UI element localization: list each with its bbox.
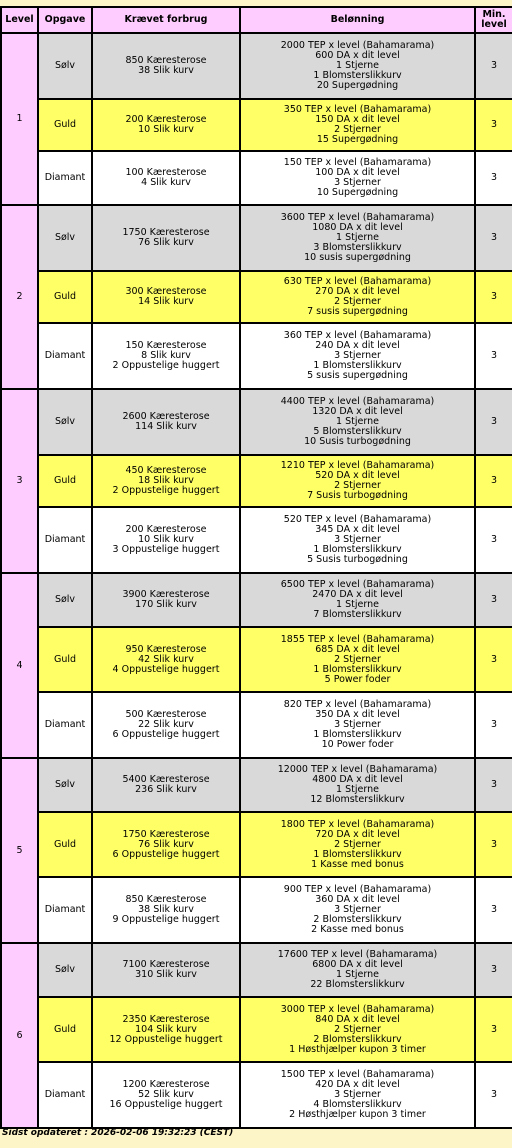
table-row [1, 573, 512, 627]
opgave-cell: Diamant [38, 323, 92, 389]
belonning-line: 1 Blomsterslikkurv [313, 663, 402, 675]
belonning-cell [240, 507, 475, 573]
belonning-line: 1320 DA x dit level [312, 406, 403, 417]
belonning-cell [240, 151, 475, 205]
belonning-line: 6500 TEP x level (Bahamarama) [280, 579, 435, 590]
belonning-line: 5 susis supergødning [307, 370, 408, 381]
min-level-cell: 3 [475, 323, 512, 389]
opgave-cell: Diamant [38, 692, 92, 758]
belonning-line: 3 Stjerner [334, 177, 381, 188]
kraevet-line: 200 Kæresterose [125, 114, 207, 125]
belonning-cell [240, 323, 475, 389]
belonning-line: 3 Blomsterslikkurv [313, 242, 402, 253]
table-row [1, 812, 512, 877]
belonning-line: 1 Stjerne [336, 232, 379, 243]
header-kraevet-forbrug: Krævet forbrug [92, 7, 240, 33]
belonning-cell [240, 943, 475, 997]
belonning-cell [240, 271, 475, 323]
kraevet-forbrug-cell [92, 997, 240, 1062]
kraevet-forbrug-cell [92, 627, 240, 692]
belonning-line: 6800 DA x dit level [312, 959, 403, 970]
opgave-cell: Guld [38, 997, 92, 1062]
belonning-line: 1 Blomsterslikkurv [313, 544, 402, 555]
kraevet-forbrug-cell [92, 877, 240, 943]
min-level-cell: 3 [475, 389, 512, 455]
kraevet-forbrug-cell [92, 271, 240, 323]
opgave-cell: Sølv [38, 33, 92, 99]
table-row [1, 1062, 512, 1128]
belonning-cell [240, 455, 475, 507]
opgave-cell: Sølv [38, 205, 92, 271]
min-level-cell: 3 [475, 812, 512, 877]
kraevet-forbrug-cell [92, 507, 240, 573]
level-cell: 4 [1, 573, 38, 758]
opgave-cell: Guld [38, 271, 92, 323]
kraevet-line: 6 Oppustelige huggert [112, 848, 220, 860]
min-level-cell: 3 [475, 455, 512, 507]
belonning-line: 7 Blomsterslikkurv [313, 609, 402, 620]
kraevet-line: 850 Kæresterose [125, 55, 207, 66]
belonning-line: 2 Stjerner [334, 124, 381, 135]
table-row [1, 997, 512, 1062]
min-level-cell: 3 [475, 758, 512, 812]
kraevet-line: 4 Oppustelige huggert [112, 663, 220, 675]
kraevet-line: 104 Slik kurv [135, 1023, 197, 1035]
min-level-cell: 3 [475, 271, 512, 323]
belonning-cell [240, 692, 475, 758]
kraevet-line: 114 Slik kurv [135, 421, 197, 432]
belonning-line: 3 Stjerner [334, 719, 381, 730]
kraevet-line: 310 Slik kurv [135, 969, 197, 980]
belonning-line: 685 DA x dit level [315, 643, 400, 655]
belonning-line: 7 susis supergødning [307, 306, 408, 317]
belonning-line: 900 TEP x level (Bahamarama) [283, 884, 432, 895]
kraevet-line: 950 Kæresterose [125, 643, 207, 655]
table-row [1, 151, 512, 205]
kraevet-forbrug-cell [92, 692, 240, 758]
belonning-cell [240, 627, 475, 692]
belonning-cell [240, 389, 475, 455]
level-cell: 6 [1, 943, 38, 1128]
belonning-line: 1210 TEP x level (Bahamarama) [280, 460, 435, 471]
belonning-line: 12000 TEP x level (Bahamarama) [277, 764, 438, 775]
belonning-line: 420 DA x dit level [315, 1079, 400, 1090]
belonning-cell [240, 205, 475, 271]
belonning-line: 2 Stjerner [334, 480, 381, 491]
opgave-cell: Diamant [38, 877, 92, 943]
table-row [1, 99, 512, 151]
belonning-cell [240, 33, 475, 99]
belonning-line: 1 Kasse med bonus [311, 858, 404, 870]
header-opgave: Opgave [38, 7, 92, 33]
table-row [1, 271, 512, 323]
belonning-line: 15 Supergødning [316, 134, 399, 145]
kraevet-forbrug-cell [92, 758, 240, 812]
table-body [1, 33, 512, 1128]
belonning-line: 1 Blomsterslikkurv [313, 848, 402, 860]
kraevet-line: 200 Kæresterose [125, 524, 207, 535]
kraevet-line: 3900 Kæresterose [122, 589, 210, 600]
belonning-line: 270 DA x dit level [315, 286, 400, 297]
kraevet-line: 42 Slik kurv [138, 653, 194, 665]
kraevet-line: 850 Kæresterose [125, 894, 207, 905]
kraevet-line: 500 Kæresterose [125, 709, 207, 720]
table-row [1, 33, 512, 99]
belonning-line: 350 TEP x level (Bahamarama) [283, 104, 432, 115]
kraevet-line: 2 Oppustelige huggert [112, 360, 220, 371]
belonning-line: 2 Blomsterslikkurv [313, 1033, 402, 1045]
belonning-line: 1 Blomsterslikkurv [313, 729, 402, 740]
kraevet-forbrug-cell [92, 812, 240, 877]
belonning-line: 1 Stjerne [336, 599, 379, 610]
kraevet-line: 2350 Kæresterose [122, 1013, 210, 1025]
min-level-cell: 3 [475, 692, 512, 758]
belonning-line: 5 Susis turbogødning [307, 554, 408, 565]
kraevet-line: 2600 Kæresterose [122, 411, 210, 422]
belonning-line: 360 TEP x level (Bahamarama) [283, 330, 432, 341]
kraevet-line: 22 Slik kurv [138, 719, 194, 730]
kraevet-line: 16 Oppustelige huggert [109, 1099, 223, 1110]
kraevet-forbrug-cell [92, 943, 240, 997]
rewards-table [0, 6, 512, 1129]
opgave-cell: Sølv [38, 573, 92, 627]
min-level-cell: 3 [475, 627, 512, 692]
belonning-line: 2 Blomsterslikkurv [313, 914, 402, 925]
belonning-line: 600 DA x dit level [315, 50, 400, 61]
kraevet-line: 170 Slik kurv [135, 599, 197, 610]
kraevet-line: 6 Oppustelige huggert [112, 729, 220, 740]
belonning-line: 2470 DA x dit level [312, 589, 403, 600]
belonning-line: 2000 TEP x level (Bahamarama) [280, 40, 435, 51]
belonning-line: 12 Blomsterslikkurv [310, 794, 405, 805]
kraevet-line: 14 Slik kurv [138, 296, 194, 307]
belonning-line: 1080 DA x dit level [312, 222, 403, 233]
belonning-line: 1 Høsthjælper kupon 3 timer [289, 1043, 426, 1055]
min-level-cell: 3 [475, 1062, 512, 1128]
min-level-cell: 3 [475, 99, 512, 151]
kraevet-line: 38 Slik kurv [138, 65, 194, 76]
header-min-level: Min. level [475, 7, 512, 33]
kraevet-line: 7100 Kæresterose [122, 959, 210, 970]
belonning-line: 1 Stjerne [336, 784, 379, 795]
belonning-line: 1 Stjerne [336, 416, 379, 427]
belonning-line: 3 Stjerner [334, 904, 381, 915]
belonning-cell [240, 758, 475, 812]
belonning-cell [240, 877, 475, 943]
opgave-cell: Guld [38, 455, 92, 507]
belonning-line: 1 Blomsterslikkurv [313, 360, 402, 371]
belonning-line: 820 TEP x level (Bahamarama) [283, 699, 432, 710]
belonning-line: 1855 TEP x level (Bahamarama) [280, 633, 435, 645]
belonning-cell [240, 573, 475, 627]
kraevet-forbrug-cell [92, 33, 240, 99]
belonning-line: 630 TEP x level (Bahamarama) [283, 276, 432, 287]
table-row [1, 323, 512, 389]
opgave-cell: Diamant [38, 1062, 92, 1128]
belonning-line: 22 Blomsterslikkurv [310, 979, 405, 990]
min-level-cell: 3 [475, 943, 512, 997]
belonning-line: 3 Stjerner [334, 534, 381, 545]
table-row [1, 758, 512, 812]
kraevet-line: 1750 Kæresterose [122, 227, 210, 238]
belonning-line: 1800 TEP x level (Bahamarama) [280, 818, 435, 830]
kraevet-line: 1200 Kæresterose [122, 1079, 210, 1090]
kraevet-line: 3 Oppustelige huggert [112, 544, 220, 555]
kraevet-forbrug-cell [92, 455, 240, 507]
opgave-cell: Guld [38, 99, 92, 151]
belonning-line: 4 Blomsterslikkurv [313, 1099, 402, 1110]
belonning-cell [240, 99, 475, 151]
belonning-line: 1 Stjerne [336, 969, 379, 980]
belonning-line: 3 Stjerner [334, 350, 381, 361]
belonning-line: 10 Power foder [321, 739, 394, 750]
kraevet-forbrug-cell [92, 323, 240, 389]
last-updated-footer: Sidst opdateret : 2026-02-06 19:32:23 (CEST) [2, 1128, 234, 1138]
kraevet-line: 18 Slik kurv [138, 475, 194, 486]
min-level-cell: 3 [475, 573, 512, 627]
min-level-cell: 3 [475, 205, 512, 271]
opgave-cell: Sølv [38, 943, 92, 997]
belonning-line: 10 Supergødning [316, 187, 399, 198]
belonning-line: 150 TEP x level (Bahamarama) [283, 157, 432, 168]
belonning-line: 3 Stjerner [334, 1089, 381, 1100]
table-row [1, 507, 512, 573]
kraevet-line: 300 Kæresterose [125, 286, 207, 297]
table-row [1, 627, 512, 692]
kraevet-line: 100 Kæresterose [125, 167, 207, 178]
belonning-line: 20 Supergødning [316, 80, 399, 91]
kraevet-line: 9 Oppustelige huggert [112, 914, 220, 925]
kraevet-forbrug-cell [92, 151, 240, 205]
kraevet-line: 150 Kæresterose [125, 340, 207, 351]
kraevet-forbrug-cell [92, 205, 240, 271]
level-cell: 1 [1, 33, 38, 205]
min-level-cell: 3 [475, 877, 512, 943]
belonning-cell [240, 1062, 475, 1128]
belonning-line: 10 susis supergødning [304, 252, 411, 263]
opgave-cell: Diamant [38, 507, 92, 573]
belonning-cell [240, 997, 475, 1062]
table-row [1, 692, 512, 758]
header-belonning: Belønning [240, 7, 475, 33]
belonning-line: 2 Stjerner [334, 838, 381, 850]
table-row [1, 389, 512, 455]
kraevet-forbrug-cell [92, 389, 240, 455]
kraevet-line: 76 Slik kurv [138, 838, 194, 850]
table-row [1, 943, 512, 997]
kraevet-line: 5400 Kæresterose [122, 774, 210, 785]
belonning-line: 520 DA x dit level [315, 470, 400, 481]
belonning-line: 17600 TEP x level (Bahamarama) [277, 949, 438, 960]
opgave-cell: Guld [38, 812, 92, 877]
kraevet-line: 450 Kæresterose [125, 465, 207, 476]
kraevet-line: 10 Slik kurv [138, 124, 194, 135]
belonning-line: 3000 TEP x level (Bahamarama) [280, 1003, 435, 1015]
level-cell: 5 [1, 758, 38, 943]
kraevet-line: 12 Oppustelige huggert [109, 1033, 223, 1045]
belonning-line: 5 Blomsterslikkurv [313, 426, 402, 437]
min-level-cell: 3 [475, 33, 512, 99]
level-cell: 2 [1, 205, 38, 389]
kraevet-line: 2 Oppustelige huggert [112, 485, 220, 496]
table-row [1, 877, 512, 943]
belonning-line: 4800 DA x dit level [312, 774, 403, 785]
table-row [1, 205, 512, 271]
header-level: Level [1, 7, 38, 33]
kraevet-line: 4 Slik kurv [141, 177, 191, 188]
belonning-line: 4400 TEP x level (Bahamarama) [280, 396, 435, 407]
belonning-line: 345 DA x dit level [315, 524, 400, 535]
belonning-line: 1 Blomsterslikkurv [313, 70, 402, 81]
belonning-line: 720 DA x dit level [315, 828, 400, 840]
belonning-line: 7 Susis turbogødning [307, 490, 408, 501]
belonning-line: 2 Stjerner [334, 1023, 381, 1035]
belonning-line: 3600 TEP x level (Bahamarama) [280, 212, 435, 223]
belonning-line: 1500 TEP x level (Bahamarama) [280, 1069, 435, 1080]
belonning-line: 520 TEP x level (Bahamarama) [283, 514, 432, 525]
belonning-cell [240, 812, 475, 877]
belonning-line: 1 Stjerne [336, 60, 379, 71]
kraevet-forbrug-cell [92, 1062, 240, 1128]
kraevet-line: 1750 Kæresterose [122, 828, 210, 840]
min-level-cell: 3 [475, 151, 512, 205]
belonning-line: 2 Stjerner [334, 653, 381, 665]
belonning-line: 5 Power foder [324, 673, 391, 685]
table-row [1, 455, 512, 507]
belonning-line: 100 DA x dit level [315, 167, 400, 178]
opgave-cell: Guld [38, 627, 92, 692]
kraevet-line: 8 Slik kurv [141, 350, 191, 361]
kraevet-line: 52 Slik kurv [138, 1089, 194, 1100]
belonning-line: 840 DA x dit level [315, 1013, 400, 1025]
opgave-cell: Sølv [38, 389, 92, 455]
belonning-line: 350 DA x dit level [315, 709, 400, 720]
belonning-line: 2 Høsthjælper kupon 3 timer [289, 1109, 426, 1120]
kraevet-line: 76 Slik kurv [138, 237, 194, 248]
opgave-cell: Sølv [38, 758, 92, 812]
kraevet-line: 10 Slik kurv [138, 534, 194, 545]
belonning-line: 360 DA x dit level [315, 894, 400, 905]
belonning-line: 240 DA x dit level [315, 340, 400, 351]
belonning-line: 150 DA x dit level [315, 114, 400, 125]
kraevet-line: 38 Slik kurv [138, 904, 194, 915]
kraevet-forbrug-cell [92, 99, 240, 151]
header-row [1, 7, 512, 33]
min-level-cell: 3 [475, 997, 512, 1062]
belonning-line: 2 Kasse med bonus [311, 924, 404, 935]
belonning-line: 10 Susis turbogødning [304, 436, 411, 447]
min-level-cell: 3 [475, 507, 512, 573]
level-cell: 3 [1, 389, 38, 573]
opgave-cell: Diamant [38, 151, 92, 205]
belonning-line: 2 Stjerner [334, 296, 381, 307]
kraevet-line: 236 Slik kurv [135, 784, 197, 795]
kraevet-forbrug-cell [92, 573, 240, 627]
